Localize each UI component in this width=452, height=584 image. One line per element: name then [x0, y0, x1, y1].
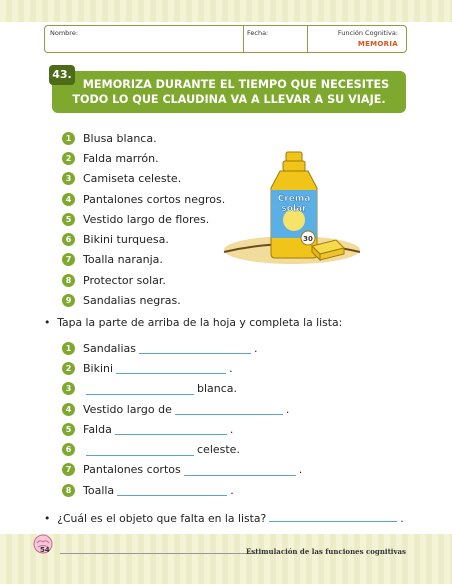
item-text: Pantalones cortos negros. [83, 192, 226, 206]
fill-item [62, 419, 302, 439]
number-badge: 2 [62, 362, 75, 375]
fill-text-before: Pantalones cortos [83, 463, 181, 477]
header-divider [243, 26, 244, 52]
answer-blank[interactable] [86, 444, 194, 456]
fill-item [62, 399, 302, 419]
item-text: Bikini turquesa. [83, 233, 169, 247]
memory-list [62, 128, 225, 311]
bottle-icon [271, 152, 317, 258]
function-value: MEMORIA [357, 40, 398, 48]
page-number: 54 [40, 546, 50, 554]
top-decorative-band [0, 0, 452, 22]
list-item [62, 128, 225, 148]
answer-blank[interactable] [115, 423, 227, 435]
exercise-title [52, 68, 406, 113]
list-item [62, 169, 225, 189]
answer-blank[interactable] [86, 383, 194, 395]
fill-item [62, 439, 302, 459]
name-label: Nombre: [50, 29, 79, 37]
fill-text-after: . [254, 341, 258, 355]
number-badge: 6 [62, 233, 75, 246]
instruction: • Tapa la parte de arriba de la hoja y completa la lista: [44, 316, 343, 329]
answer-blank[interactable] [184, 464, 296, 476]
fill-text-before: Sandalias [83, 341, 137, 355]
number-badge: 4 [62, 403, 75, 416]
title-line-2: TODO LO QUE CLAUDINA VA A LLEVAR A SU VIAJE. [72, 93, 386, 106]
list-item [62, 290, 225, 310]
fill-item [62, 379, 302, 399]
fill-text-after: . [230, 483, 234, 497]
answer-blank[interactable] [269, 510, 397, 522]
fill-text-after: blanca. [197, 382, 238, 396]
answer-blank[interactable] [139, 342, 251, 354]
number-badge: 9 [62, 294, 75, 307]
fill-text-after: celeste. [197, 443, 240, 457]
number-badge: 4 [62, 193, 75, 206]
function-label: Función Cognitiva: [337, 29, 398, 37]
fill-item [62, 460, 302, 480]
bottle-label-line-2: solar [281, 204, 307, 214]
item-text: Protector solar. [83, 273, 166, 287]
instruction-text: Tapa la parte de arriba de la hoja y completa la lista: [57, 316, 343, 329]
answer-blank[interactable] [116, 362, 226, 374]
number-badge: 8 [62, 484, 75, 497]
number-badge: 7 [62, 253, 75, 266]
number-badge: 3 [62, 172, 75, 185]
list-item [62, 148, 225, 168]
item-text: Blusa blanca. [83, 131, 157, 145]
list-item [62, 209, 225, 229]
date-label: Fecha: [247, 29, 269, 37]
list-item [62, 270, 225, 290]
sunscreen-illustration [220, 150, 360, 270]
header-box [44, 25, 407, 53]
spf-label: 30 [303, 235, 313, 243]
fill-text-after: . [229, 361, 233, 375]
fill-item [62, 338, 302, 358]
fill-text-before: Toalla [83, 483, 115, 497]
fill-text-before: Falda [83, 422, 112, 436]
list-item [62, 250, 225, 270]
item-text: Sandalias negras. [83, 294, 181, 308]
number-badge: 1 [62, 342, 75, 355]
fill-in-list [62, 338, 302, 500]
exercise-number: 43. [49, 65, 75, 85]
question-text: ¿Cuál es el objeto que falta en la lista? [57, 512, 267, 525]
fill-text-after: . [298, 463, 303, 477]
number-badge: 7 [62, 463, 75, 476]
item-text: Vestido largo de flores. [83, 212, 210, 226]
footer-text: Estimulación de las funciones cognitivas [245, 547, 406, 556]
bottom-decorative-band [0, 534, 452, 584]
number-badge: 5 [62, 213, 75, 226]
fill-text-after: . [285, 402, 290, 416]
number-badge: 6 [62, 443, 75, 456]
list-item [62, 189, 225, 209]
title-line-1: MEMORIZA DURANTE EL TIEMPO QUE NECESITES [82, 78, 390, 91]
number-badge: 2 [62, 152, 75, 165]
number-badge: 1 [62, 132, 75, 145]
list-item [62, 229, 225, 249]
fill-item [62, 358, 302, 378]
number-badge: 3 [62, 382, 75, 395]
question: • ¿Cuál es el objeto que falta en la lista? . [44, 512, 404, 525]
number-badge: 8 [62, 274, 75, 287]
item-text: Toalla naranja. [83, 253, 163, 267]
footer-divider [60, 553, 256, 554]
item-text: Camiseta celeste. [83, 172, 182, 186]
answer-blank[interactable] [117, 484, 227, 496]
question-end: . [400, 512, 404, 525]
answer-blank[interactable] [175, 403, 283, 415]
header-divider [307, 26, 308, 52]
fill-text-before: Bikini [83, 361, 114, 375]
fill-text-before: Vestido largo de [83, 402, 172, 416]
item-text: Falda marrón. [83, 151, 159, 165]
fill-text-after: . [229, 422, 234, 436]
bottle-label-line-1: Crema [277, 194, 311, 204]
fill-item [62, 480, 302, 500]
number-badge: 5 [62, 423, 75, 436]
